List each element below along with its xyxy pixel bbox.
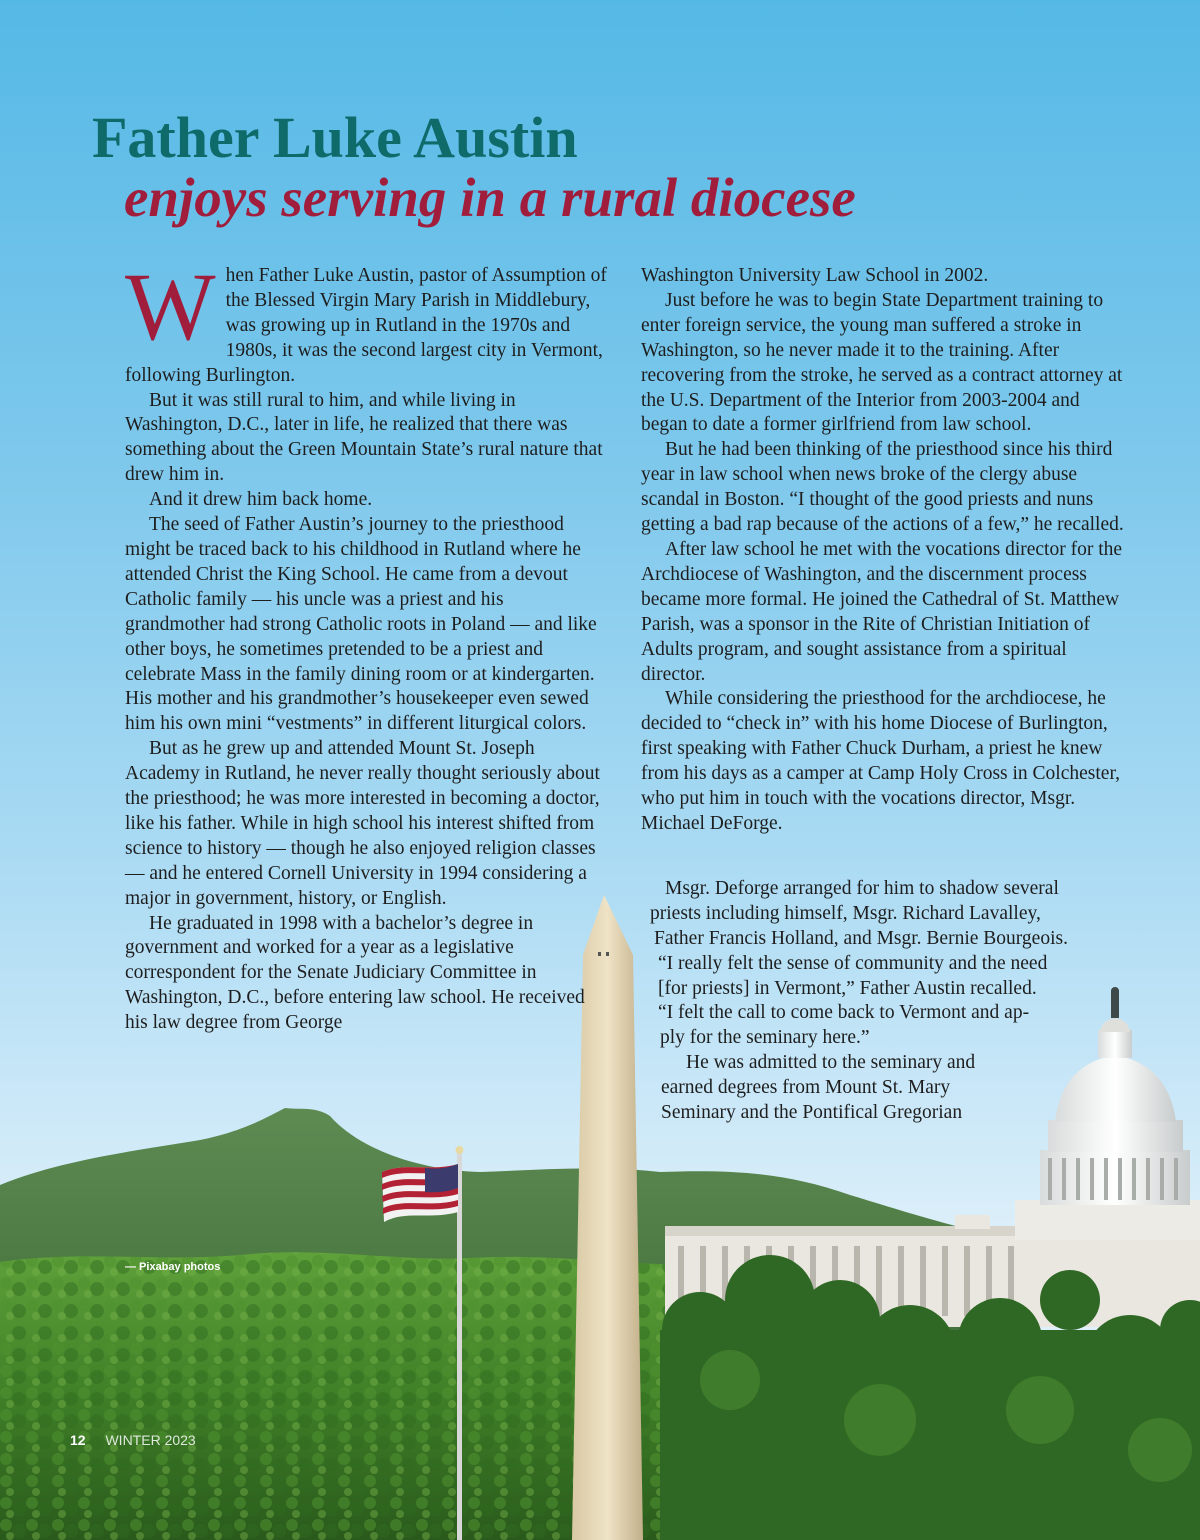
paragraph: And it drew him back home. — [149, 489, 373, 511]
paragraph: But as he grew up and attended Mount St. Joseph Academy in Rutland, he never really thought seriously about the priesthood; he was more interested in becoming a doctor, like his father. While in high school his interest shifted from science to history — though he also enjoyed religion classes — and he entered Cornell University in 1994 considering a major in government, history, or English. — [125, 738, 600, 909]
paragraph: While considering the priesthood for the archdiocese, he decided to “check in” with his home Diocese of Burlington, first speaking with Father Chuck Durham, a priest he knew from his days as a camper at Camp Holy Cross in Colchester, who put him in touch with the vocations director, Msgr. Michael DeForge. — [641, 688, 1121, 834]
text-line: Seminary and the Pontifical Gregorian — [661, 1102, 963, 1124]
american-flag — [382, 1164, 458, 1222]
article-wrapped-text — [641, 877, 1068, 1126]
text-line: He was admitted to the seminary and — [686, 1052, 976, 1074]
drop-cap: W — [125, 253, 216, 360]
paragraph: After law school he met with the vocations director for the Archdiocese of Washington, and the discernment process became more formal. He joined the Cathedral of St. Matthew Parish, was a sponsor in the Rite of Christian Initiation of Adults program, and sought assistance from a spiritual director. — [641, 538, 1123, 685]
text-line: “I felt the call to come back to Vermont and ap- — [658, 1002, 1030, 1024]
paragraph: Washington University Law School in 2002. — [641, 265, 989, 286]
text-line: Msgr. Deforge arranged for him to shadow several — [665, 878, 1059, 899]
issue-label: WINTER 2023 — [105, 1432, 196, 1448]
subheadline: enjoys serving in a rural diocese — [124, 167, 856, 228]
text-line: [for priests] in Vermont,” Father Austin recalled. — [658, 977, 1037, 999]
page-number: 12 — [70, 1432, 86, 1448]
text-line: earned degrees from Mount St. Mary — [661, 1077, 951, 1099]
article-column-left — [125, 253, 607, 1036]
text-line: “I really felt the sense of community and the need — [658, 952, 1048, 974]
article-column-right — [641, 264, 1129, 837]
folio — [70, 1432, 196, 1448]
paragraph: He graduated in 1998 with a bachelor’s degree in government and worked for a year as a legislative correspondent for the Senate Judiciary Committee in Washington, D.C., before entering law school. He received his law degree from George — [125, 912, 585, 1034]
paragraph: But he had been thinking of the priesthood since his third year in law school when news broke of the clergy abuse scandal in Boston. “I thought of the good priests and nuns getting a bad rap because of the actions of a few,” he recalled. — [641, 439, 1124, 536]
paragraph: When Father Luke Austin, pastor of Assumption of the Blessed Virgin Mary Parish in Middlebury, was growing up in Rutland in the 1970s and 1980s, it was the second largest city in Vermont, following Burlington. — [125, 253, 607, 386]
paragraph: The seed of Father Austin’s journey to the priesthood might be traced back to his childhood in Rutland where he attended Christ the King School. He came from a devout Catholic family — his uncle was a priest and his grandmother had strong Catholic roots in Poland — and like other boys, he sometimes pretended to be a priest and celebrate Mass in the family dining room or at kindergarten. His mother and his grandmother’s housekeeper even sewed him his own mini “vestments” in different liturgical colors. — [125, 514, 597, 735]
paragraph: But it was still rural to him, and while living in Washington, D.C., later in life, he realized that there was something about the Green Mountain State’s rural nature that drew him in. — [125, 389, 603, 486]
photo-credit: — Pixabay photos — [125, 1261, 221, 1273]
headline: Father Luke Austin — [92, 105, 578, 170]
paragraph: Just before he was to begin State Department training to enter foreign service, the young man suffered a stroke in Washington, so he never made it to the training. After recovering from the stroke, he served as a contract attorney at the U.S. Department of the Interior from 2003-2004 and began to date a former girlfriend from law school. — [641, 289, 1123, 436]
text-line: Father Francis Holland, and Msgr. Bernie Bourgeois. — [654, 927, 1068, 949]
text-line: priests including himself, Msgr. Richard Lavalley, — [650, 902, 1041, 924]
text-line: ply for the seminary here.” — [660, 1027, 870, 1049]
